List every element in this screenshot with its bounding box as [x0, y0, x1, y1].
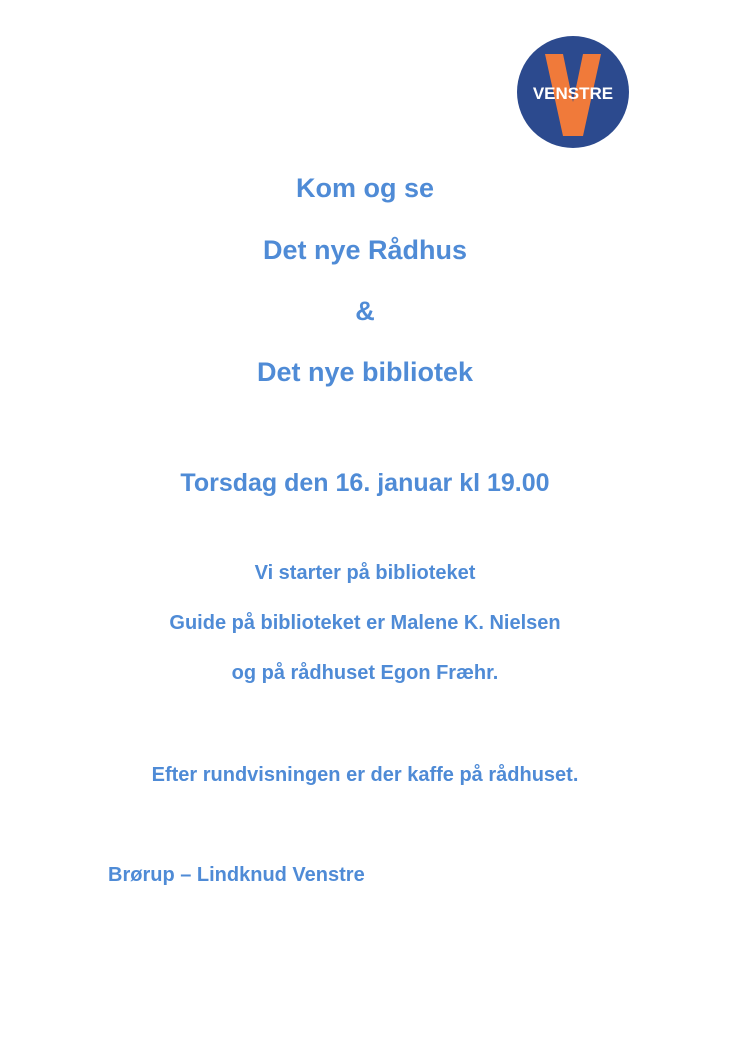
headline-line-2: Det nye Rådhus	[262, 235, 468, 265]
headline-ampersand: &	[355, 296, 375, 326]
headline-line-1: Kom og se	[295, 173, 435, 203]
details-line-2: Guide på biblioteket er Malene K. Nielsen	[169, 612, 561, 634]
signature: Brørup – Lindknud Venstre	[108, 864, 365, 886]
coffee-note: Efter rundvisningen er der kaffe på rådhuset.	[151, 764, 579, 786]
logo-text: VENSTRE	[532, 84, 614, 103]
details-line-3: og på rådhuset Egon Fræhr.	[231, 662, 499, 684]
details-line-1: Vi starter på biblioteket	[254, 562, 476, 584]
event-date: Torsdag den 16. januar kl 19.00	[180, 469, 550, 497]
venstre-logo	[517, 36, 629, 148]
headline-line-4: Det nye bibliotek	[256, 357, 474, 387]
